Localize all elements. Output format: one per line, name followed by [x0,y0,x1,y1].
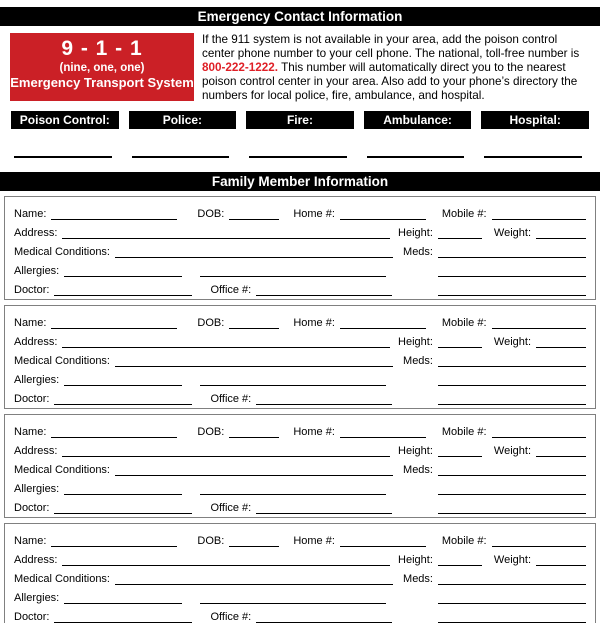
instructions-text-before: If the 911 system is not available in your area, add the poison control center phone number to your cell phone. The national, toll-free number is [202,33,580,60]
office-phone-line[interactable] [256,500,392,514]
meds-line[interactable] [438,462,586,476]
family-member-block [4,414,596,518]
name-label: Name: [14,208,47,220]
height-label: Height: [398,227,433,239]
emergency-header-text: Emergency Contact Information [197,9,403,24]
contact-phone-line[interactable] [367,129,465,158]
mobile-phone-line[interactable] [492,533,586,547]
allergies-label: Allergies: [14,483,60,495]
contact-label: Poison Control: [11,111,119,129]
member-row-doctor [14,604,586,623]
allergies-line-2[interactable] [200,590,386,604]
office-phone-line[interactable] [256,282,392,296]
address-label: Address: [14,336,58,348]
height-line[interactable] [438,552,482,566]
member-row-address [14,329,586,348]
office-phone-line[interactable] [256,609,392,623]
office-phone-label: Office #: [210,611,252,623]
home-phone-label: Home #: [293,317,335,329]
meds-label: Meds: [403,355,433,367]
doctor-line[interactable] [54,609,192,623]
meds-line-2[interactable] [438,481,586,495]
height-line[interactable] [438,443,482,457]
mobile-phone-line[interactable] [492,206,586,220]
dob-line[interactable] [229,315,279,329]
family-member-block [4,196,596,300]
contact-column [364,111,472,158]
weight-label: Weight: [493,227,531,239]
meds-line-2[interactable] [438,263,586,277]
section-header-emergency [0,7,600,26]
allergies-line[interactable] [64,263,182,277]
medical-conditions-line[interactable] [115,571,393,585]
mobile-phone-label: Mobile #: [441,208,487,220]
dob-label: DOB: [197,426,225,438]
dob-label: DOB: [197,535,225,547]
home-phone-line[interactable] [340,533,426,547]
office-phone-label: Office #: [210,502,252,514]
medical-conditions-label: Medical Conditions: [14,464,110,476]
member-row-address [14,220,586,239]
mobile-phone-label: Mobile #: [441,317,487,329]
home-phone-line[interactable] [340,206,426,220]
member-row-name [14,201,586,220]
weight-line[interactable] [536,552,586,566]
dob-line[interactable] [229,533,279,547]
contact-label: Police: [129,111,237,129]
mobile-phone-label: Mobile #: [441,426,487,438]
address-line[interactable] [62,225,390,239]
allergies-line[interactable] [64,590,182,604]
name-label: Name: [14,535,47,547]
name-line[interactable] [51,315,177,329]
office-phone-line[interactable] [256,391,392,405]
member-row-doctor [14,495,586,514]
address-line[interactable] [62,443,390,457]
family-member-blocks [0,196,600,623]
poison-control-phone-number: 800-222-1222. [202,61,279,74]
medical-conditions-label: Medical Conditions: [14,573,110,585]
address-label: Address: [14,554,58,566]
member-row-allergies [14,367,586,386]
intro-section [0,26,600,108]
emergency-911-box [10,33,194,101]
member-row-name [14,528,586,547]
mobile-phone-line[interactable] [492,315,586,329]
meds-line[interactable] [438,244,586,258]
weight-line[interactable] [536,334,586,348]
doctor-label: Doctor: [14,502,50,514]
member-row-medical [14,566,586,585]
section-header-family [0,172,600,191]
name-line[interactable] [51,424,177,438]
medical-conditions-line[interactable] [115,462,393,476]
member-row-medical [14,239,586,258]
weight-line[interactable] [536,443,586,457]
allergies-line-2[interactable] [200,263,386,277]
doctor-label: Doctor: [14,284,50,296]
emergency-contacts-row [0,108,600,158]
contact-label: Hospital: [481,111,589,129]
dob-label: DOB: [197,317,225,329]
weight-label: Weight: [493,554,531,566]
doctor-label: Doctor: [14,393,50,405]
member-row-allergies [14,585,586,604]
mobile-phone-line[interactable] [492,424,586,438]
meds-label: Meds: [403,246,433,258]
emergency-number: 9 - 1 - 1 [61,37,143,60]
dob-line[interactable] [229,424,279,438]
member-row-allergies [14,476,586,495]
meds-line[interactable] [438,353,586,367]
name-label: Name: [14,426,47,438]
allergies-line[interactable] [64,481,182,495]
height-line[interactable] [438,334,482,348]
home-phone-line[interactable] [340,424,426,438]
medical-conditions-line[interactable] [115,353,393,367]
member-row-address [14,547,586,566]
office-phone-label: Office #: [210,284,252,296]
address-label: Address: [14,227,58,239]
weight-label: Weight: [493,445,531,457]
family-member-block [4,305,596,409]
member-row-name [14,310,586,329]
allergies-label: Allergies: [14,265,60,277]
family-member-block [4,523,596,623]
contact-phone-line[interactable] [132,129,230,158]
height-label: Height: [398,336,433,348]
allergies-line-2[interactable] [200,372,386,386]
meds-line-3[interactable] [438,391,586,405]
medical-conditions-label: Medical Conditions: [14,246,110,258]
instructions-text-after: This number will automatically direct you to the nearest poison control center in your area. Also add to your phone’s directory the numbers for local police, fire, ambulance, and hospital. [202,61,578,102]
mobile-phone-label: Mobile #: [441,535,487,547]
medical-conditions-line[interactable] [115,244,393,258]
contact-label: Ambulance: [364,111,472,129]
contact-label: Fire: [246,111,354,129]
dob-label: DOB: [197,208,225,220]
contact-phone-line[interactable] [249,129,347,158]
allergies-label: Allergies: [14,374,60,386]
office-phone-label: Office #: [210,393,252,405]
medical-conditions-label: Medical Conditions: [14,355,110,367]
member-row-medical [14,457,586,476]
name-line[interactable] [51,206,177,220]
allergies-line-2[interactable] [200,481,386,495]
member-row-name [14,419,586,438]
contact-column [129,111,237,158]
contact-column [481,111,589,158]
home-phone-label: Home #: [293,208,335,220]
meds-line-3[interactable] [438,500,586,514]
meds-line-3[interactable] [438,282,586,296]
allergies-label: Allergies: [14,592,60,604]
home-phone-label: Home #: [293,535,335,547]
family-header-text: Family Member Information [211,174,389,189]
weight-line[interactable] [536,225,586,239]
member-row-doctor [14,277,586,296]
member-row-allergies [14,258,586,277]
weight-label: Weight: [493,336,531,348]
address-line[interactable] [62,552,390,566]
home-phone-line[interactable] [340,315,426,329]
doctor-line[interactable] [54,500,192,514]
allergies-line[interactable] [64,372,182,386]
emergency-system-label: Emergency Transport System [10,75,194,90]
doctor-line[interactable] [54,282,192,296]
poison-control-instructions [202,33,590,103]
meds-label: Meds: [403,464,433,476]
height-label: Height: [398,554,433,566]
meds-line-2[interactable] [438,590,586,604]
doctor-line[interactable] [54,391,192,405]
member-row-address [14,438,586,457]
meds-label: Meds: [403,573,433,585]
member-row-medical [14,348,586,367]
name-line[interactable] [51,533,177,547]
height-label: Height: [398,445,433,457]
emergency-number-words: (nine, one, one) [59,62,145,74]
address-line[interactable] [62,334,390,348]
doctor-label: Doctor: [14,611,50,623]
member-row-doctor [14,386,586,405]
contact-column [246,111,354,158]
meds-line-3[interactable] [438,609,586,623]
address-label: Address: [14,445,58,457]
contact-phone-line[interactable] [484,129,582,158]
meds-line-2[interactable] [438,372,586,386]
contact-column [11,111,119,158]
height-line[interactable] [438,225,482,239]
name-label: Name: [14,317,47,329]
dob-line[interactable] [229,206,279,220]
home-phone-label: Home #: [293,426,335,438]
contact-phone-line[interactable] [14,129,112,158]
meds-line[interactable] [438,571,586,585]
